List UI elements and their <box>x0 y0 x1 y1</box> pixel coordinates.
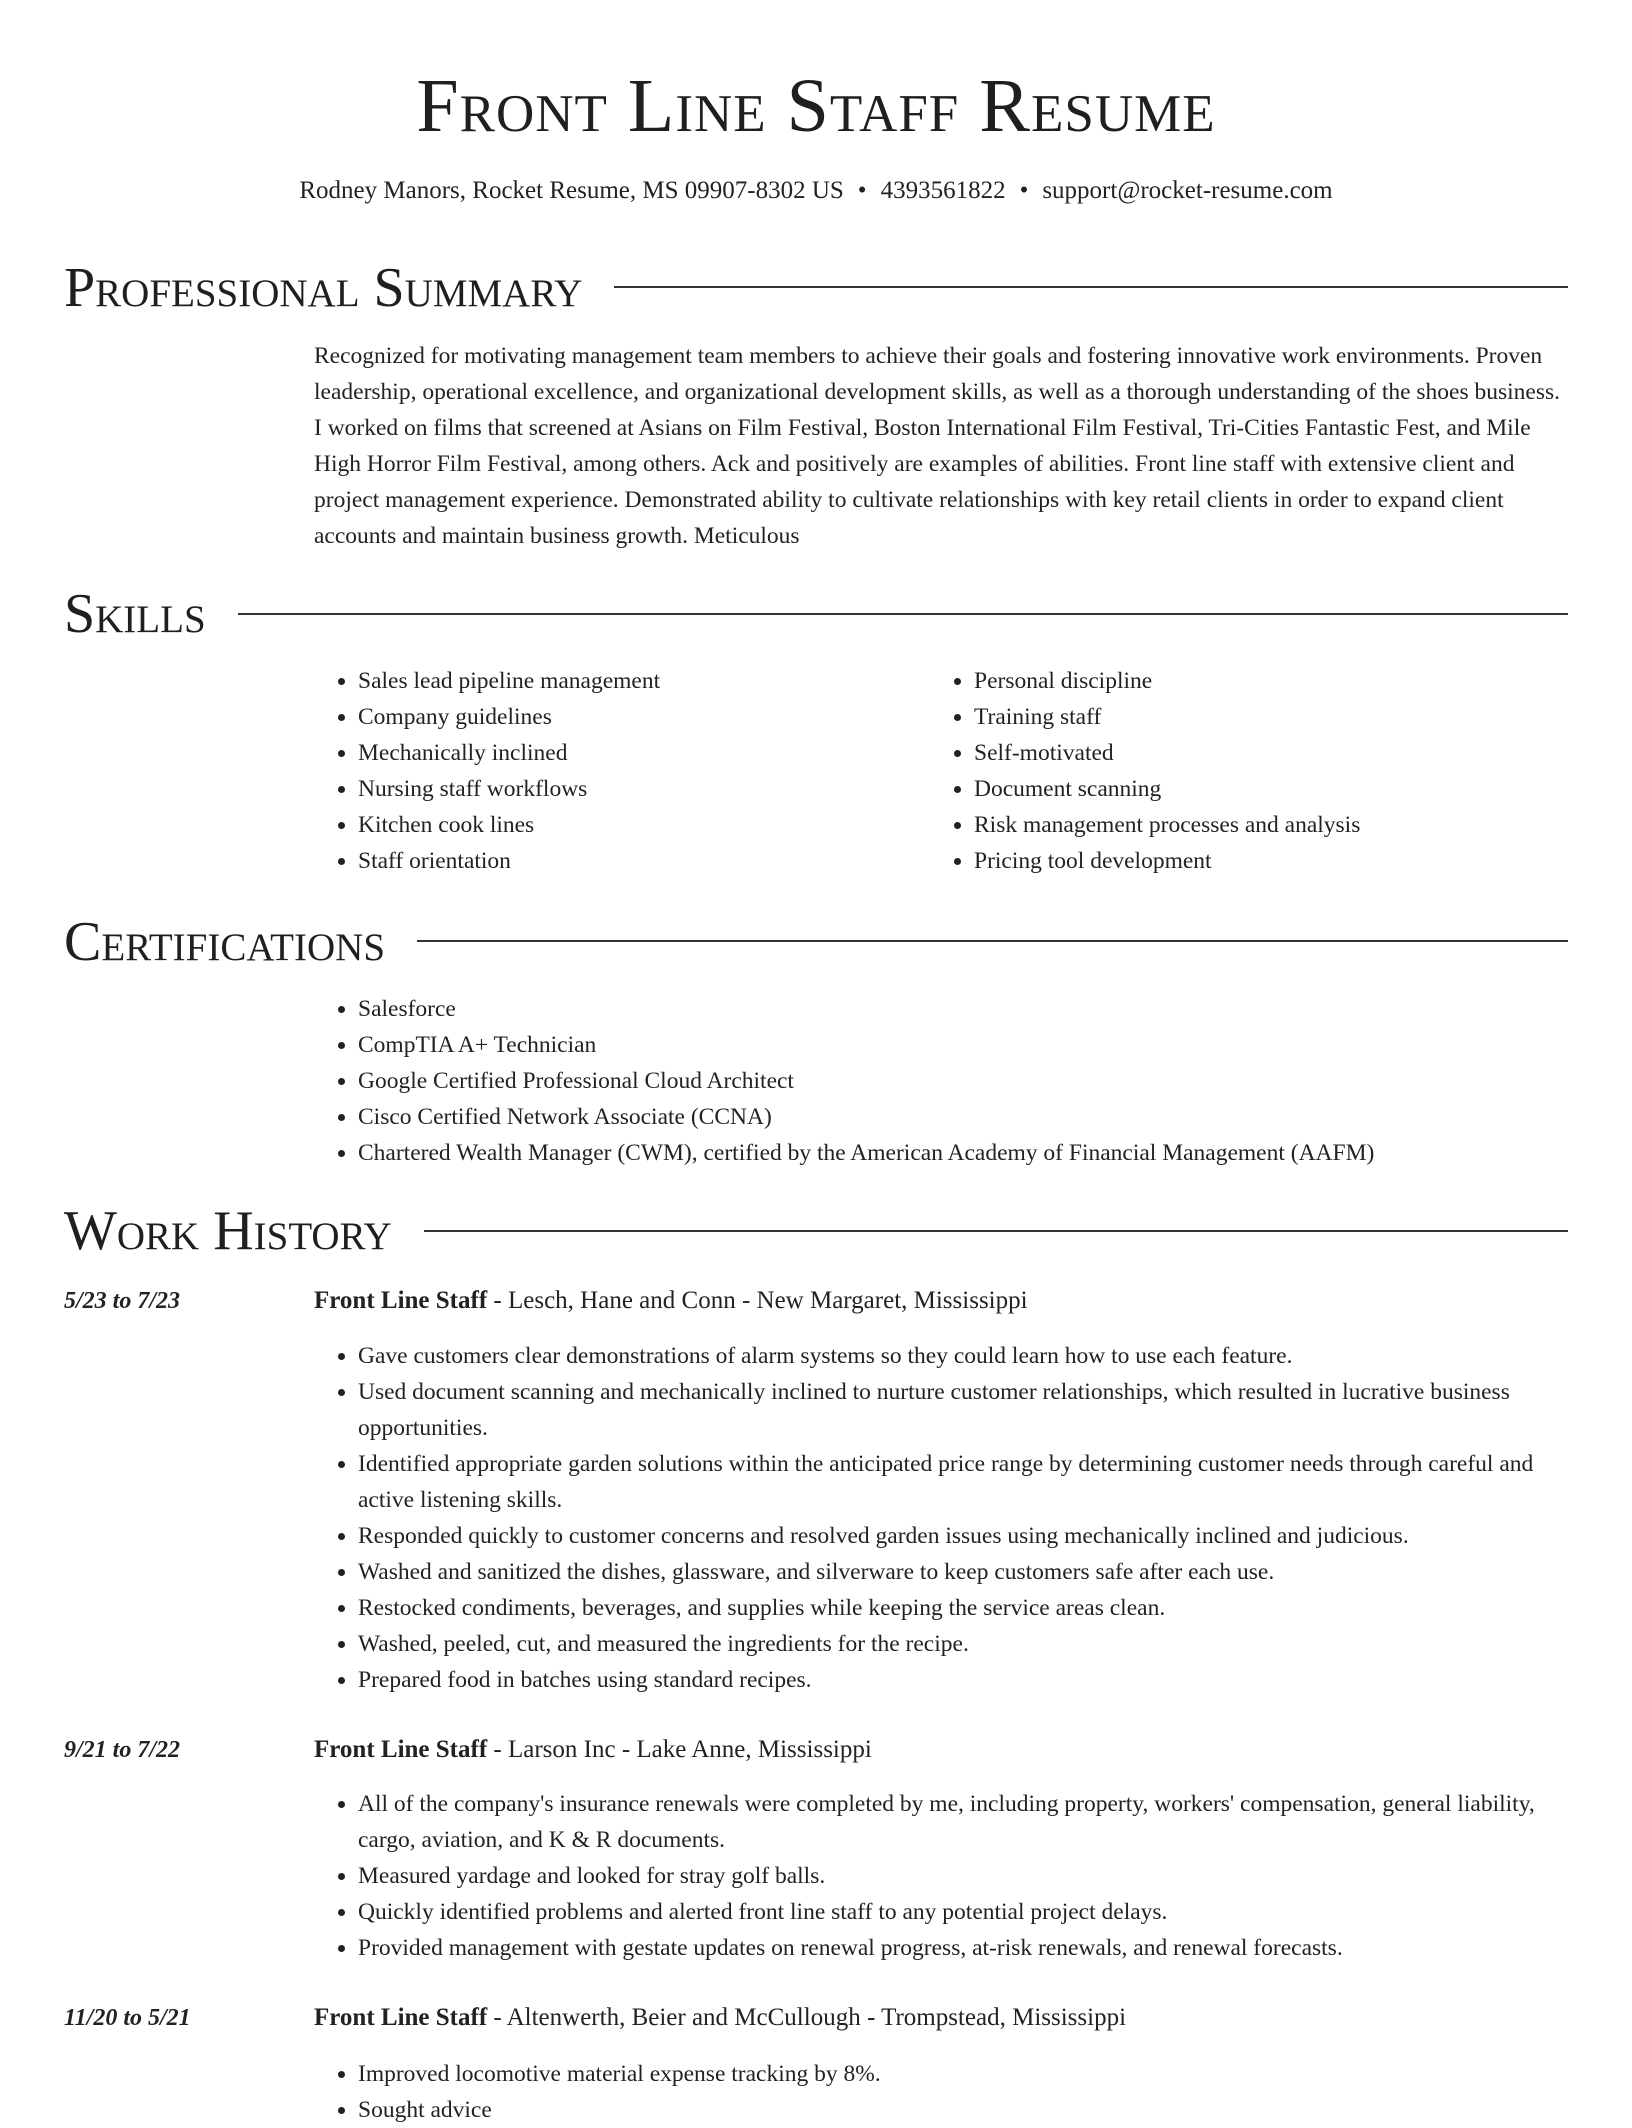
job-title: Front Line Staff <box>314 1287 488 1314</box>
skill-item: • Risk management processes and analysis <box>974 807 1570 843</box>
certification-item: • Chartered Wealth Manager (CWM), certified by the American Academy of Financial Management (AAFM) <box>358 1135 1570 1171</box>
job-employer-location: - Altenwerth, Beier and McCullough - Trompstead, Mississippi <box>487 2004 1127 2031</box>
job-bullet: • Measured yardage and looked for stray golf balls. <box>358 1858 1570 1894</box>
job-dates: 5/23 to 7/23 <box>64 1288 181 1314</box>
contact-separator: • <box>1019 177 1029 204</box>
resume-title: Front Line Staff Resume <box>416 64 1216 148</box>
job-bullets-block <box>314 1786 1570 1966</box>
job-bullet: • Restocked condiments, beverages, and supplies while keeping the service areas clean. <box>358 1590 1570 1626</box>
job-bullets <box>314 1338 1570 1698</box>
job-bullet: • Quickly identified problems and alerted front line staff to any potential project delays. <box>358 1894 1570 1930</box>
job-bullets-block <box>314 2056 1570 2128</box>
job-header <box>314 1284 1028 1318</box>
certification-item: • CompTIA A+ Technician <box>358 1027 1570 1063</box>
job-employer-location: - Larson Inc - Lake Anne, Mississippi <box>487 1736 872 1763</box>
certification-item: • Salesforce <box>358 991 1570 1027</box>
contact-phone: 4393561822 <box>880 177 1006 204</box>
contact-separator: • <box>857 177 867 204</box>
job-bullets <box>314 2056 1570 2128</box>
job-bullet: • Prepared food in batches using standard recipes. <box>358 1662 1570 1698</box>
job-title: Front Line Staff <box>314 1736 488 1763</box>
job-header <box>314 2001 1126 2035</box>
skills-column-left <box>314 663 914 879</box>
skills-list <box>314 663 914 879</box>
section-title-work-history: Work History <box>64 1199 424 1263</box>
certification-item: • Cisco Certified Network Associate (CCNA) <box>358 1099 1570 1135</box>
job-header <box>314 1733 872 1767</box>
skill-item: • Company guidelines <box>358 699 914 735</box>
certification-item: • Google Certified Professional Cloud Architect <box>358 1063 1570 1099</box>
skill-item: • Pricing tool development <box>974 843 1570 879</box>
job-bullet: • Improved locomotive material expense tracking by 8%. <box>358 2056 1570 2092</box>
contact-email[interactable]: support@rocket-resume.com <box>1042 177 1333 204</box>
section-divider <box>64 613 1568 615</box>
skill-item: • Staff orientation <box>358 843 914 879</box>
section-title-certifications: Certifications <box>64 910 417 974</box>
section-title-summary: Professional Summary <box>64 256 614 320</box>
contact-line <box>0 174 1632 208</box>
certifications-list <box>314 991 1570 1171</box>
skills-column-right <box>930 663 1570 879</box>
job-bullet: • Washed and sanitized the dishes, glassware, and silverware to keep customers safe after each use. <box>358 1554 1570 1590</box>
job-bullets-block <box>314 1338 1570 1698</box>
skill-item: • Training staff <box>974 699 1570 735</box>
job-employer-location: - Lesch, Hane and Conn - New Margaret, Mississippi <box>487 1287 1028 1314</box>
job-bullet: • Gave customers clear demonstrations of alarm systems so they could learn how to use each feature. <box>358 1338 1570 1374</box>
job-title: Front Line Staff <box>314 2004 488 2031</box>
job-bullet: • Washed, peeled, cut, and measured the ingredients for the recipe. <box>358 1626 1570 1662</box>
job-bullet: • Provided management with gestate updates on renewal progress, at-risk renewals, and renewal forecasts. <box>358 1930 1570 1966</box>
certifications-block <box>314 991 1570 1171</box>
section-title-skills: Skills <box>64 582 238 646</box>
job-bullets <box>314 1786 1570 1966</box>
skill-item: • Sales lead pipeline management <box>358 663 914 699</box>
summary-text: Recognized for motivating management team members to achieve their goals and fostering innovative work environments. Proven leadership, operational excellence, and organizational development skills, as well as a thorough understanding of the shoes business. I worked on films that screened at Asians on Film Festival, Boston International Film Festival, Tri-Cities Fantastic Fest, and Mile High Horror Film Festival, among others. Ack and positively are examples of abilities. Front line staff with extensive client and project management experience. Demonstrated ability to cultivate relationships with key retail clients in order to expand client accounts and maintain business growth. Meticulous <box>314 343 1561 549</box>
skill-item: • Kitchen cook lines <box>358 807 914 843</box>
skill-item: • Document scanning <box>974 771 1570 807</box>
job-bullet: • Responded quickly to customer concerns and resolved garden issues using mechanically inclined and judicious. <box>358 1518 1570 1554</box>
skill-item: • Self-motivated <box>974 735 1570 771</box>
job-bullet: • Identified appropriate garden solutions within the anticipated price range by determining customer needs through careful and active listening skills. <box>358 1446 1570 1518</box>
job-bullet: • Used document scanning and mechanically inclined to nurture customer relationships, which resulted in lucrative business opportunities. <box>358 1374 1570 1446</box>
skills-list <box>930 663 1570 879</box>
skill-item: • Nursing staff workflows <box>358 771 914 807</box>
job-dates: 9/21 to 7/22 <box>64 1737 181 1763</box>
skill-item: • Personal discipline <box>974 663 1570 699</box>
skill-item: • Mechanically inclined <box>358 735 914 771</box>
job-bullet: • Sought advice <box>358 2092 1570 2128</box>
job-bullet: • All of the company's insurance renewals were completed by me, including property, workers' compensation, general liability, cargo, aviation, and K & R documents. <box>358 1786 1570 1858</box>
job-dates: 11/20 to 5/21 <box>64 2005 191 2031</box>
contact-address: Rodney Manors, Rocket Resume, MS 09907-8302 US <box>299 177 844 204</box>
